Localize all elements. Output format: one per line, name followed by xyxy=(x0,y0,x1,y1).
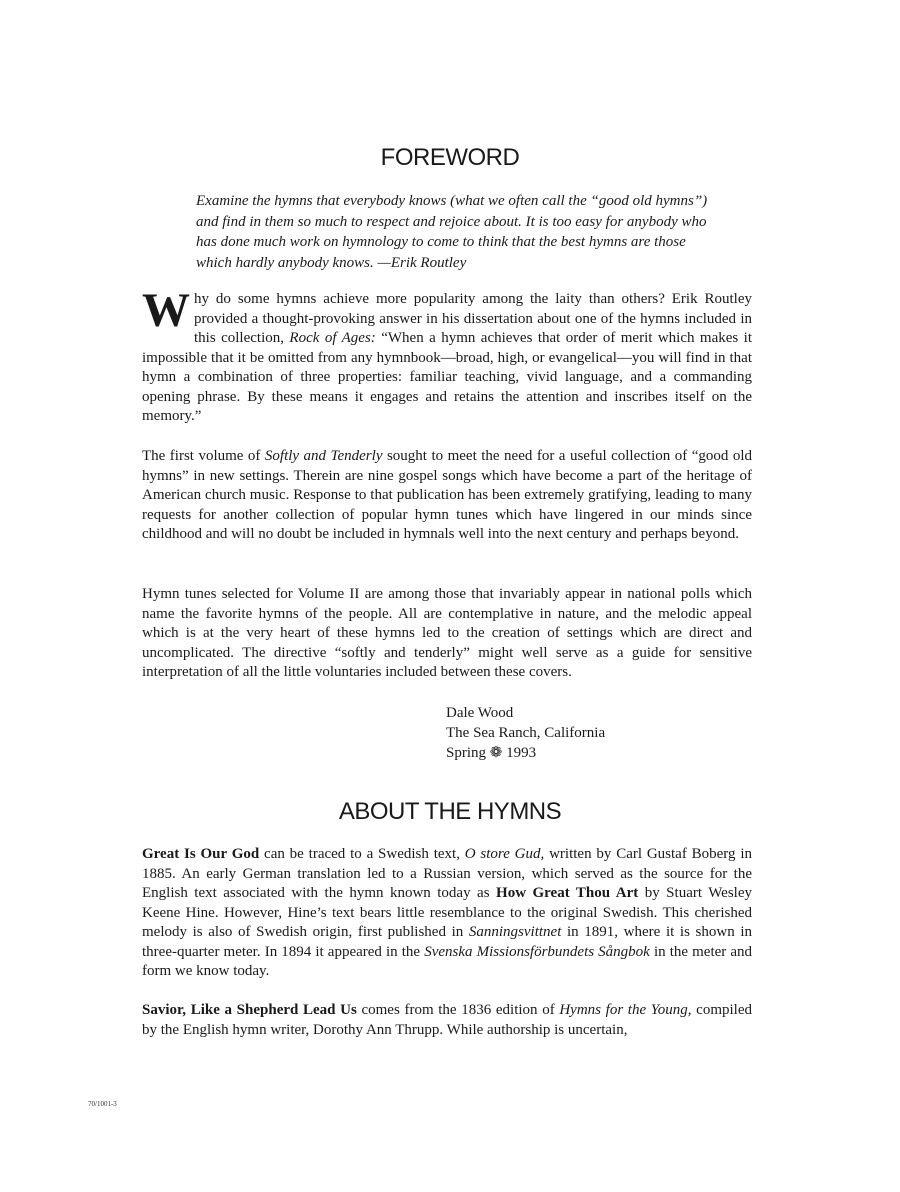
hymn-title: Rock of Ages: xyxy=(289,330,376,346)
foreword-epigraph: Examine the hymns that everybody knows (what we often call the “good old hymns”) and find in them so much to respect and rejoice about. It is too easy for anybody who has done much work on hymnology to come to think that the best hymns are those which hardly anybody knows. —Erik Routley xyxy=(196,193,708,271)
hymn-title: How Great Thou Art xyxy=(496,885,639,901)
paragraph-text: in 1891, where it is shown in three-quarter meter. In 1894 it appeared in the xyxy=(142,924,752,960)
hymn-title: Great Is Our God xyxy=(142,846,260,862)
about-paragraph-2 xyxy=(142,1001,752,1040)
signature-place: The Sea Ranch, California xyxy=(446,725,606,741)
book-title: Hymns for the Young, xyxy=(559,1002,692,1018)
book-title: Softly and Tenderly xyxy=(264,448,383,464)
paragraph-text: sought to meet the need for a useful collection of “good old hymns” in new settings. Therein are nine gospel songs which have become a part of the heritage of American church music. Response to that publication has been extremely gratifying, leading to many requests for another collection of popular hymn tunes which have lingered in our minds since childhood and will no doubt be included in hymnals well into the next century and perhaps beyond. xyxy=(142,448,752,542)
original-title: O store Gud, xyxy=(464,846,545,862)
foreword-paragraph-1 xyxy=(142,284,752,427)
foreword-heading: FOREWORD xyxy=(380,144,520,171)
publication-title: Sanningsvittnet xyxy=(468,924,562,940)
publication-title: Svenska Missionsförbundets Sångbok xyxy=(424,943,650,960)
paragraph-text: can be traced to a Swedish text, xyxy=(259,846,465,862)
paragraph-text: compiled by the English hymn writer, Dorothy Ann Thrupp. While authorship is uncertain, xyxy=(142,1002,752,1038)
signature-name: Dale Wood xyxy=(446,705,514,721)
drop-cap: W xyxy=(142,284,190,337)
about-paragraph-1 xyxy=(142,845,752,982)
about-heading: ABOUT THE HYMNS xyxy=(338,798,562,825)
paragraph-text: hy do some hymns achieve more popularity among the laity than others? Erik Routley provided a thought-provoking answer in his dissertation about one of the hymns included in this collection, xyxy=(194,291,752,346)
paragraph-text: written by Carl Gustaf Boberg in 1885. An early German translation led to a Russian version, which served as the source for the English text associated with the hymn known today as xyxy=(142,846,753,901)
paragraph-text: comes from the 1836 edition of xyxy=(356,1002,560,1018)
hymn-title: Savior, Like a Shepherd Lead Us xyxy=(142,1002,357,1018)
signature-block xyxy=(446,703,766,763)
page-code: 70/1001-3 xyxy=(88,1100,117,1108)
signature-date: Spring ❁ 1993 xyxy=(446,745,537,761)
paragraph-text: The first volume of xyxy=(142,448,265,464)
paragraph-text: in the meter and form we know today. xyxy=(142,943,753,979)
paragraph-text: by Stuart Wesley Keene Hine. However, Hine’s text bears little resemblance to the original Swedish. This cherished melody is also of Swedish origin, first published in xyxy=(142,885,752,940)
foreword-paragraph-2 xyxy=(142,447,752,545)
foreword-paragraph-3: Hymn tunes selected for Volume II are among those that invariably appear in national polls which name the favorite hymns of the people. All are contemplative in nature, and the melodic appeal which is at the very heart of these hymns led to the creation of settings which are direct and uncomplicated. The directive “softly and tenderly” might well serve as a guide for sensitive interpretation of all the little voluntaries included between these covers. xyxy=(142,586,752,680)
paragraph-text: “When a hymn achieves that order of merit which makes it impossible that it be omitted from any hymnbook—broad, high, or evangelical—you will find in that hymn a combination of three properties: familiar teaching, vivid language, and a commanding opening phrase. By these means it engages and retains the attention and inscribes itself on the memory.” xyxy=(142,330,752,424)
